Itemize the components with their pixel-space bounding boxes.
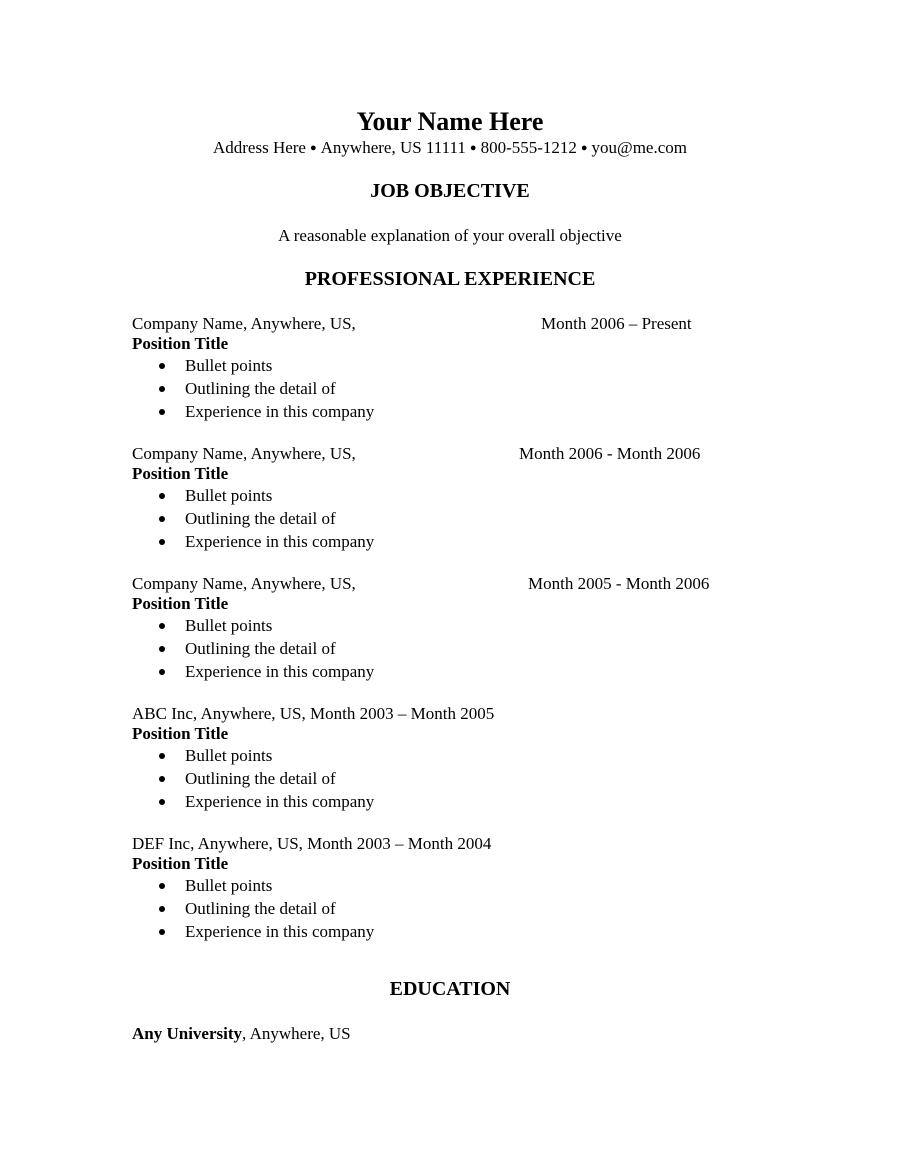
job-title: Position Title — [132, 464, 229, 483]
bullet-dot — [159, 493, 165, 499]
job-title: Position Title — [132, 594, 229, 613]
bullet-dot — [159, 753, 165, 759]
job-company: Company Name, Anywhere, US, — [132, 444, 356, 463]
job-entry: Company Name, Anywhere, US, Month 2006 – Present Position Title Bullet points Outlining the detail of Experience in this company — [132, 314, 692, 421]
bullet-dot — [159, 776, 165, 782]
separator-dot: ● — [469, 142, 477, 154]
bullet-dot — [159, 516, 165, 522]
objective-heading: JOB OBJECTIVE — [370, 180, 530, 202]
job-dates: Month 2006 - Month 2006 — [519, 444, 701, 463]
job-dates: Month 2006 – Present — [541, 314, 692, 333]
bullet-dot — [159, 539, 165, 545]
bullet-dot — [159, 623, 165, 629]
job-entry: ABC Inc, Anywhere, US, Month 2003 – Month 2005 Position Title Bullet points Outlining the detail of Experience in this company — [132, 704, 495, 811]
job-title: Position Title — [132, 854, 229, 873]
job-dates: Month 2005 - Month 2006 — [528, 574, 710, 593]
bullet-dot — [159, 409, 165, 415]
bullet-dot — [159, 669, 165, 675]
job-company: DEF Inc, Anywhere, US, Month 2003 – Month 2004 — [132, 834, 492, 853]
education-entry — [132, 1025, 351, 1042]
email: you@me.com — [591, 138, 687, 157]
job-entry: DEF Inc, Anywhere, US, Month 2003 – Month 2004 Position Title Bullet points Outlining the detail of Experience in this company — [132, 834, 492, 941]
school-location: , Anywhere, US — [242, 1024, 351, 1043]
separator-dot: ● — [309, 142, 317, 154]
bullet-dot — [159, 883, 165, 889]
education-heading: EDUCATION — [389, 978, 511, 1000]
separator-dot: ● — [580, 142, 588, 154]
job-title: Position Title — [132, 334, 229, 353]
contact-line — [0, 139, 900, 156]
bullet-dot — [159, 363, 165, 369]
objective-text: A reasonable explanation of your overall objective — [278, 226, 622, 245]
bullet-dot — [159, 929, 165, 935]
job-entry: Company Name, Anywhere, US, Month 2006 - Month 2006 Position Title Bullet points Outlining the detail of Experience in this company — [132, 444, 701, 551]
experience-heading: PROFESSIONAL EXPERIENCE — [304, 268, 596, 290]
bullet-dot — [159, 386, 165, 392]
job-company: Company Name, Anywhere, US, — [132, 314, 356, 333]
bullet-dot — [159, 646, 165, 652]
address: Address Here — [212, 138, 306, 157]
bullet-dot — [159, 906, 165, 912]
bullet-dot — [159, 799, 165, 805]
school-name: Any University — [132, 1024, 243, 1043]
job-company: ABC Inc, Anywhere, US, Month 2003 – Month 2005 — [132, 704, 495, 723]
resume-name: Your Name Here — [356, 107, 544, 136]
job-company: Company Name, Anywhere, US, — [132, 574, 356, 593]
job-title: Position Title — [132, 724, 229, 743]
job-entry: Company Name, Anywhere, US, Month 2005 - Month 2006 Position Title Bullet points Outlining the detail of Experience in this company — [132, 574, 710, 681]
city: Anywhere, US 11111 — [320, 138, 466, 157]
phone: 800-555-1212 — [480, 138, 577, 157]
